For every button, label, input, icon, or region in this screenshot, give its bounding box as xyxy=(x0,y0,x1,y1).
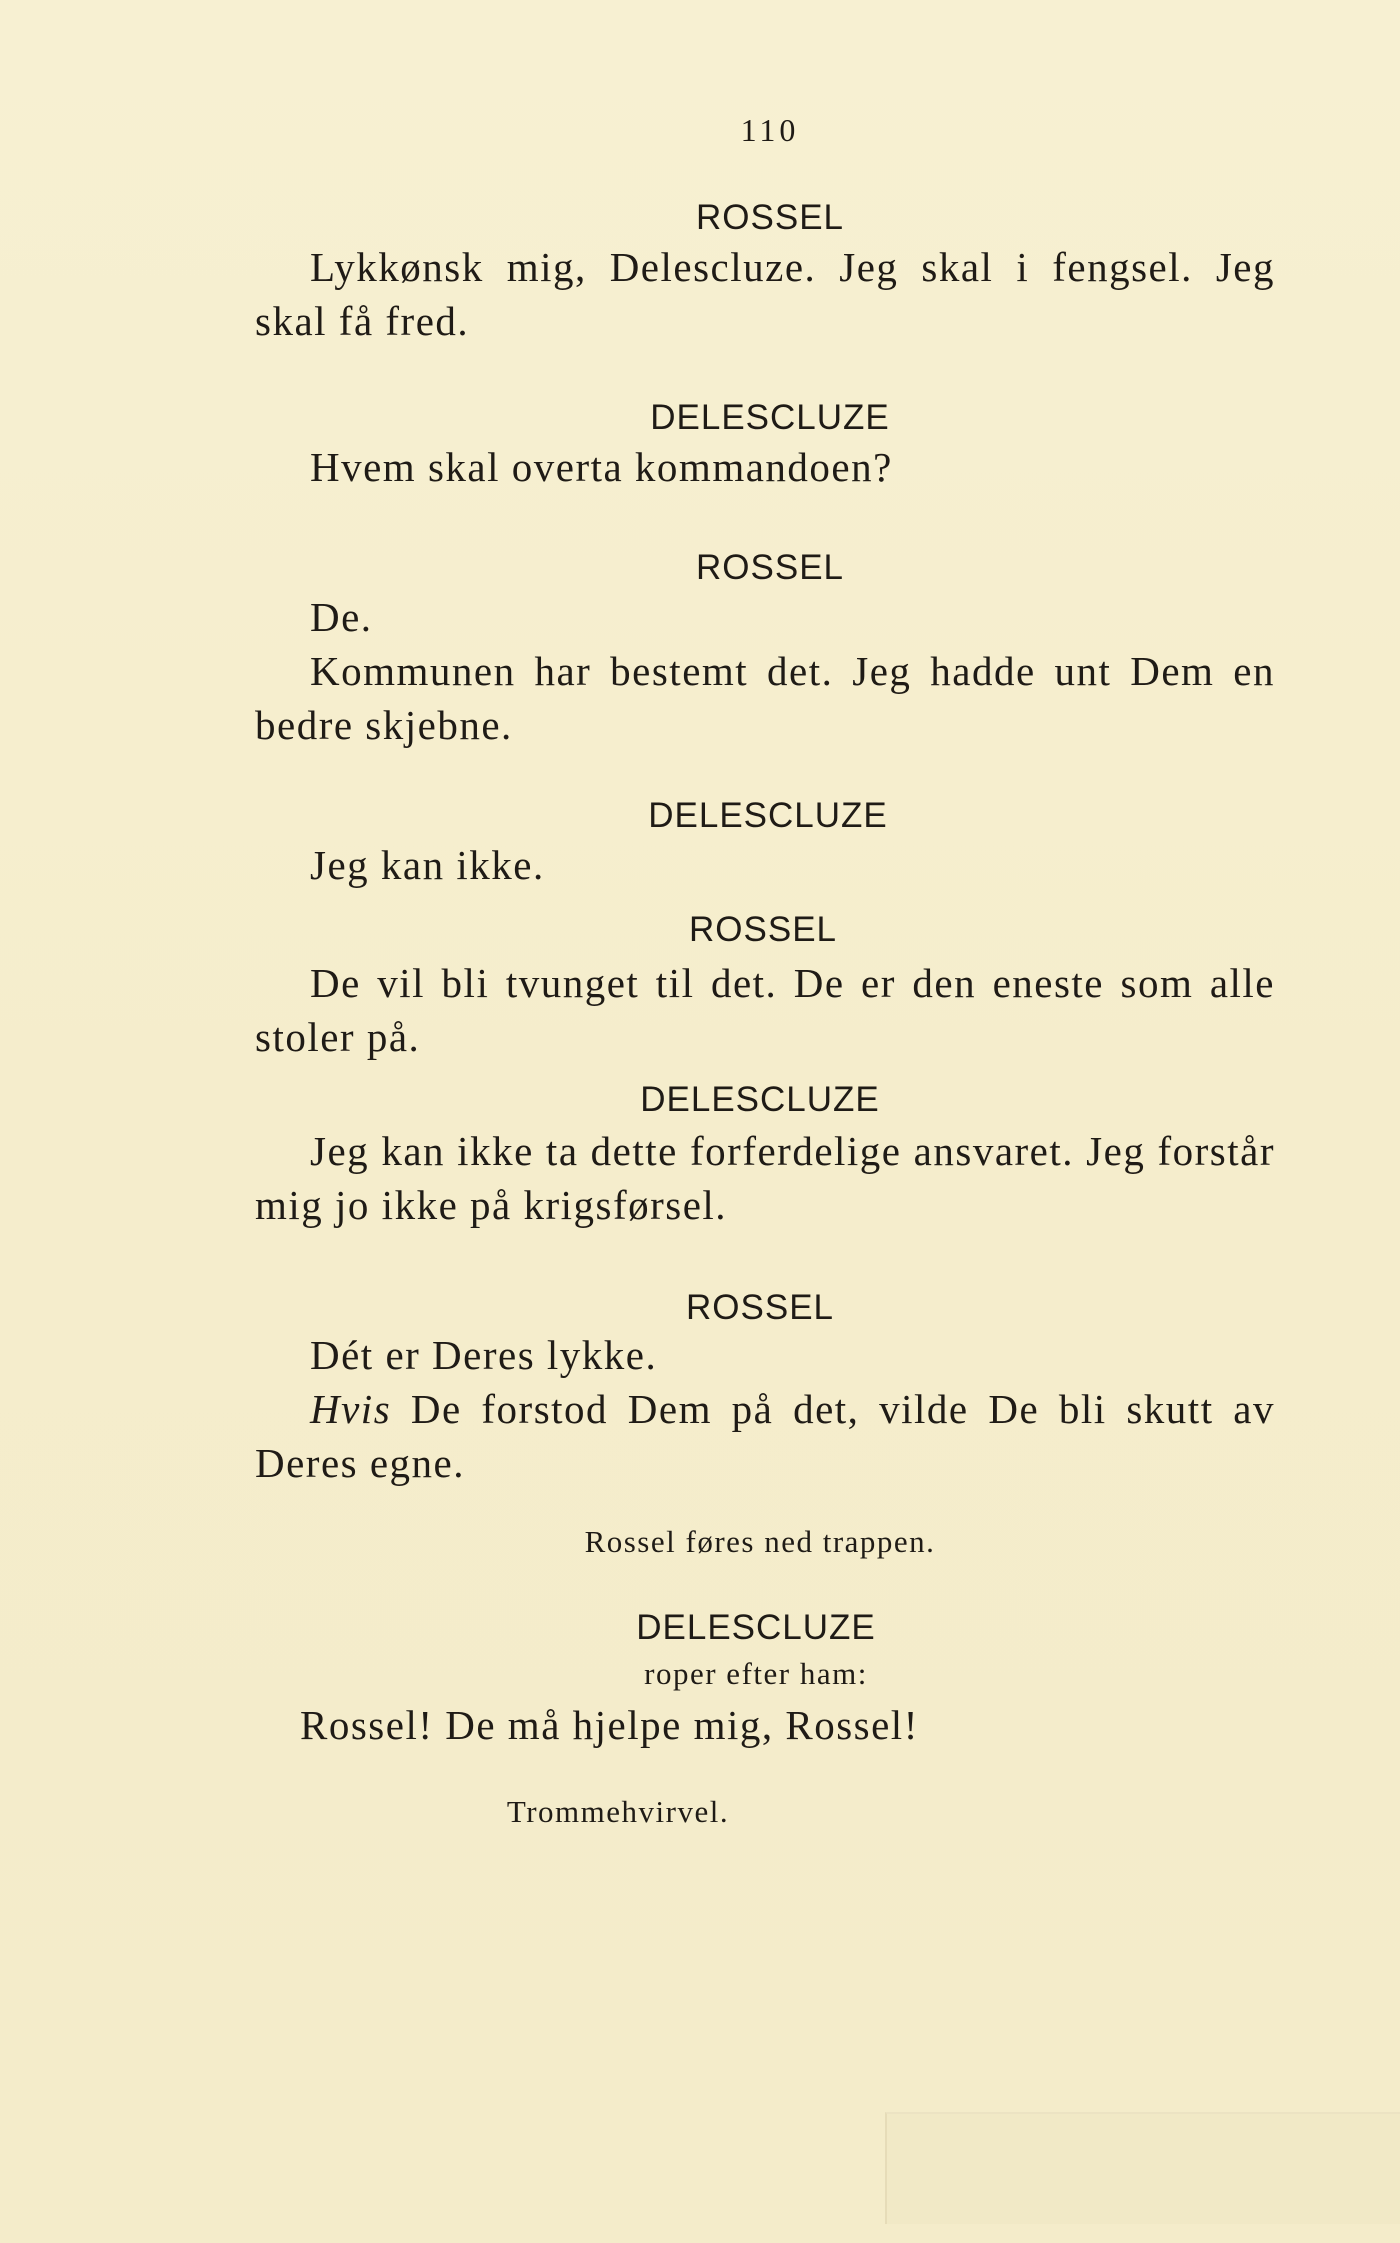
dialogue-line: Rossel! De må hjelpe mig, Rossel! xyxy=(300,1702,919,1748)
speaker-name: ROSSEL xyxy=(689,910,837,949)
dialogue-line-rest: De forstod Dem på det, vilde De bli skutt av Deres egne. xyxy=(255,1386,1275,1486)
paper-corner xyxy=(885,2112,1400,2224)
dialogue-text xyxy=(255,1328,1275,1490)
speaker-name: ROSSEL xyxy=(686,1288,834,1327)
dialogue-text xyxy=(255,838,1275,892)
dialogue-text xyxy=(255,956,1275,1064)
speaker-name: DELESCLUZE xyxy=(648,796,888,835)
dialogue-line: Jeg kan ikke ta dette forferdelige ansvaret. Jeg forstår mig jo ikke på krigsførsel. xyxy=(255,1128,1275,1228)
dialogue-text xyxy=(255,440,1275,494)
stage-direction: Trommehvirvel. xyxy=(506,1794,730,1829)
dialogue-line: Kommunen har bestemt det. Jeg hadde unt Dem en bedre skjebne. xyxy=(255,648,1275,748)
dialogue-line: Jeg kan ikke. xyxy=(310,842,545,888)
stage-direction: Rossel føres ned trappen. xyxy=(584,1524,936,1559)
speaker-name: DELESCLUZE xyxy=(650,398,890,437)
speaker-name: DELESCLUZE xyxy=(640,1080,880,1119)
dialogue-text xyxy=(255,1698,1275,1752)
dialogue-line: Dét er Deres lykke. xyxy=(310,1332,658,1378)
dialogue-text xyxy=(255,1124,1275,1232)
speaker-name: ROSSEL xyxy=(696,198,844,237)
dialogue-line: De. xyxy=(310,594,373,640)
dialogue-line: De vil bli tvunget til det. De er den eneste som alle stoler på. xyxy=(255,960,1275,1060)
dialogue-line: Lykkønsk mig, Delescluze. Jeg skal i fengsel. Jeg skal få fred. xyxy=(255,244,1275,344)
page-number: 110 xyxy=(740,112,800,148)
speaker-name: DELESCLUZE xyxy=(636,1608,876,1647)
speaker-name: ROSSEL xyxy=(696,548,844,587)
dialogue-text xyxy=(255,590,1275,752)
dialogue-line: Hvem skal overta kommandoen? xyxy=(310,444,893,490)
dialogue-text xyxy=(255,240,1275,348)
stage-direction: roper efter ham: xyxy=(644,1656,868,1691)
emphasized-word: Hvis xyxy=(310,1386,392,1432)
dialogue-line xyxy=(255,1382,1275,1490)
